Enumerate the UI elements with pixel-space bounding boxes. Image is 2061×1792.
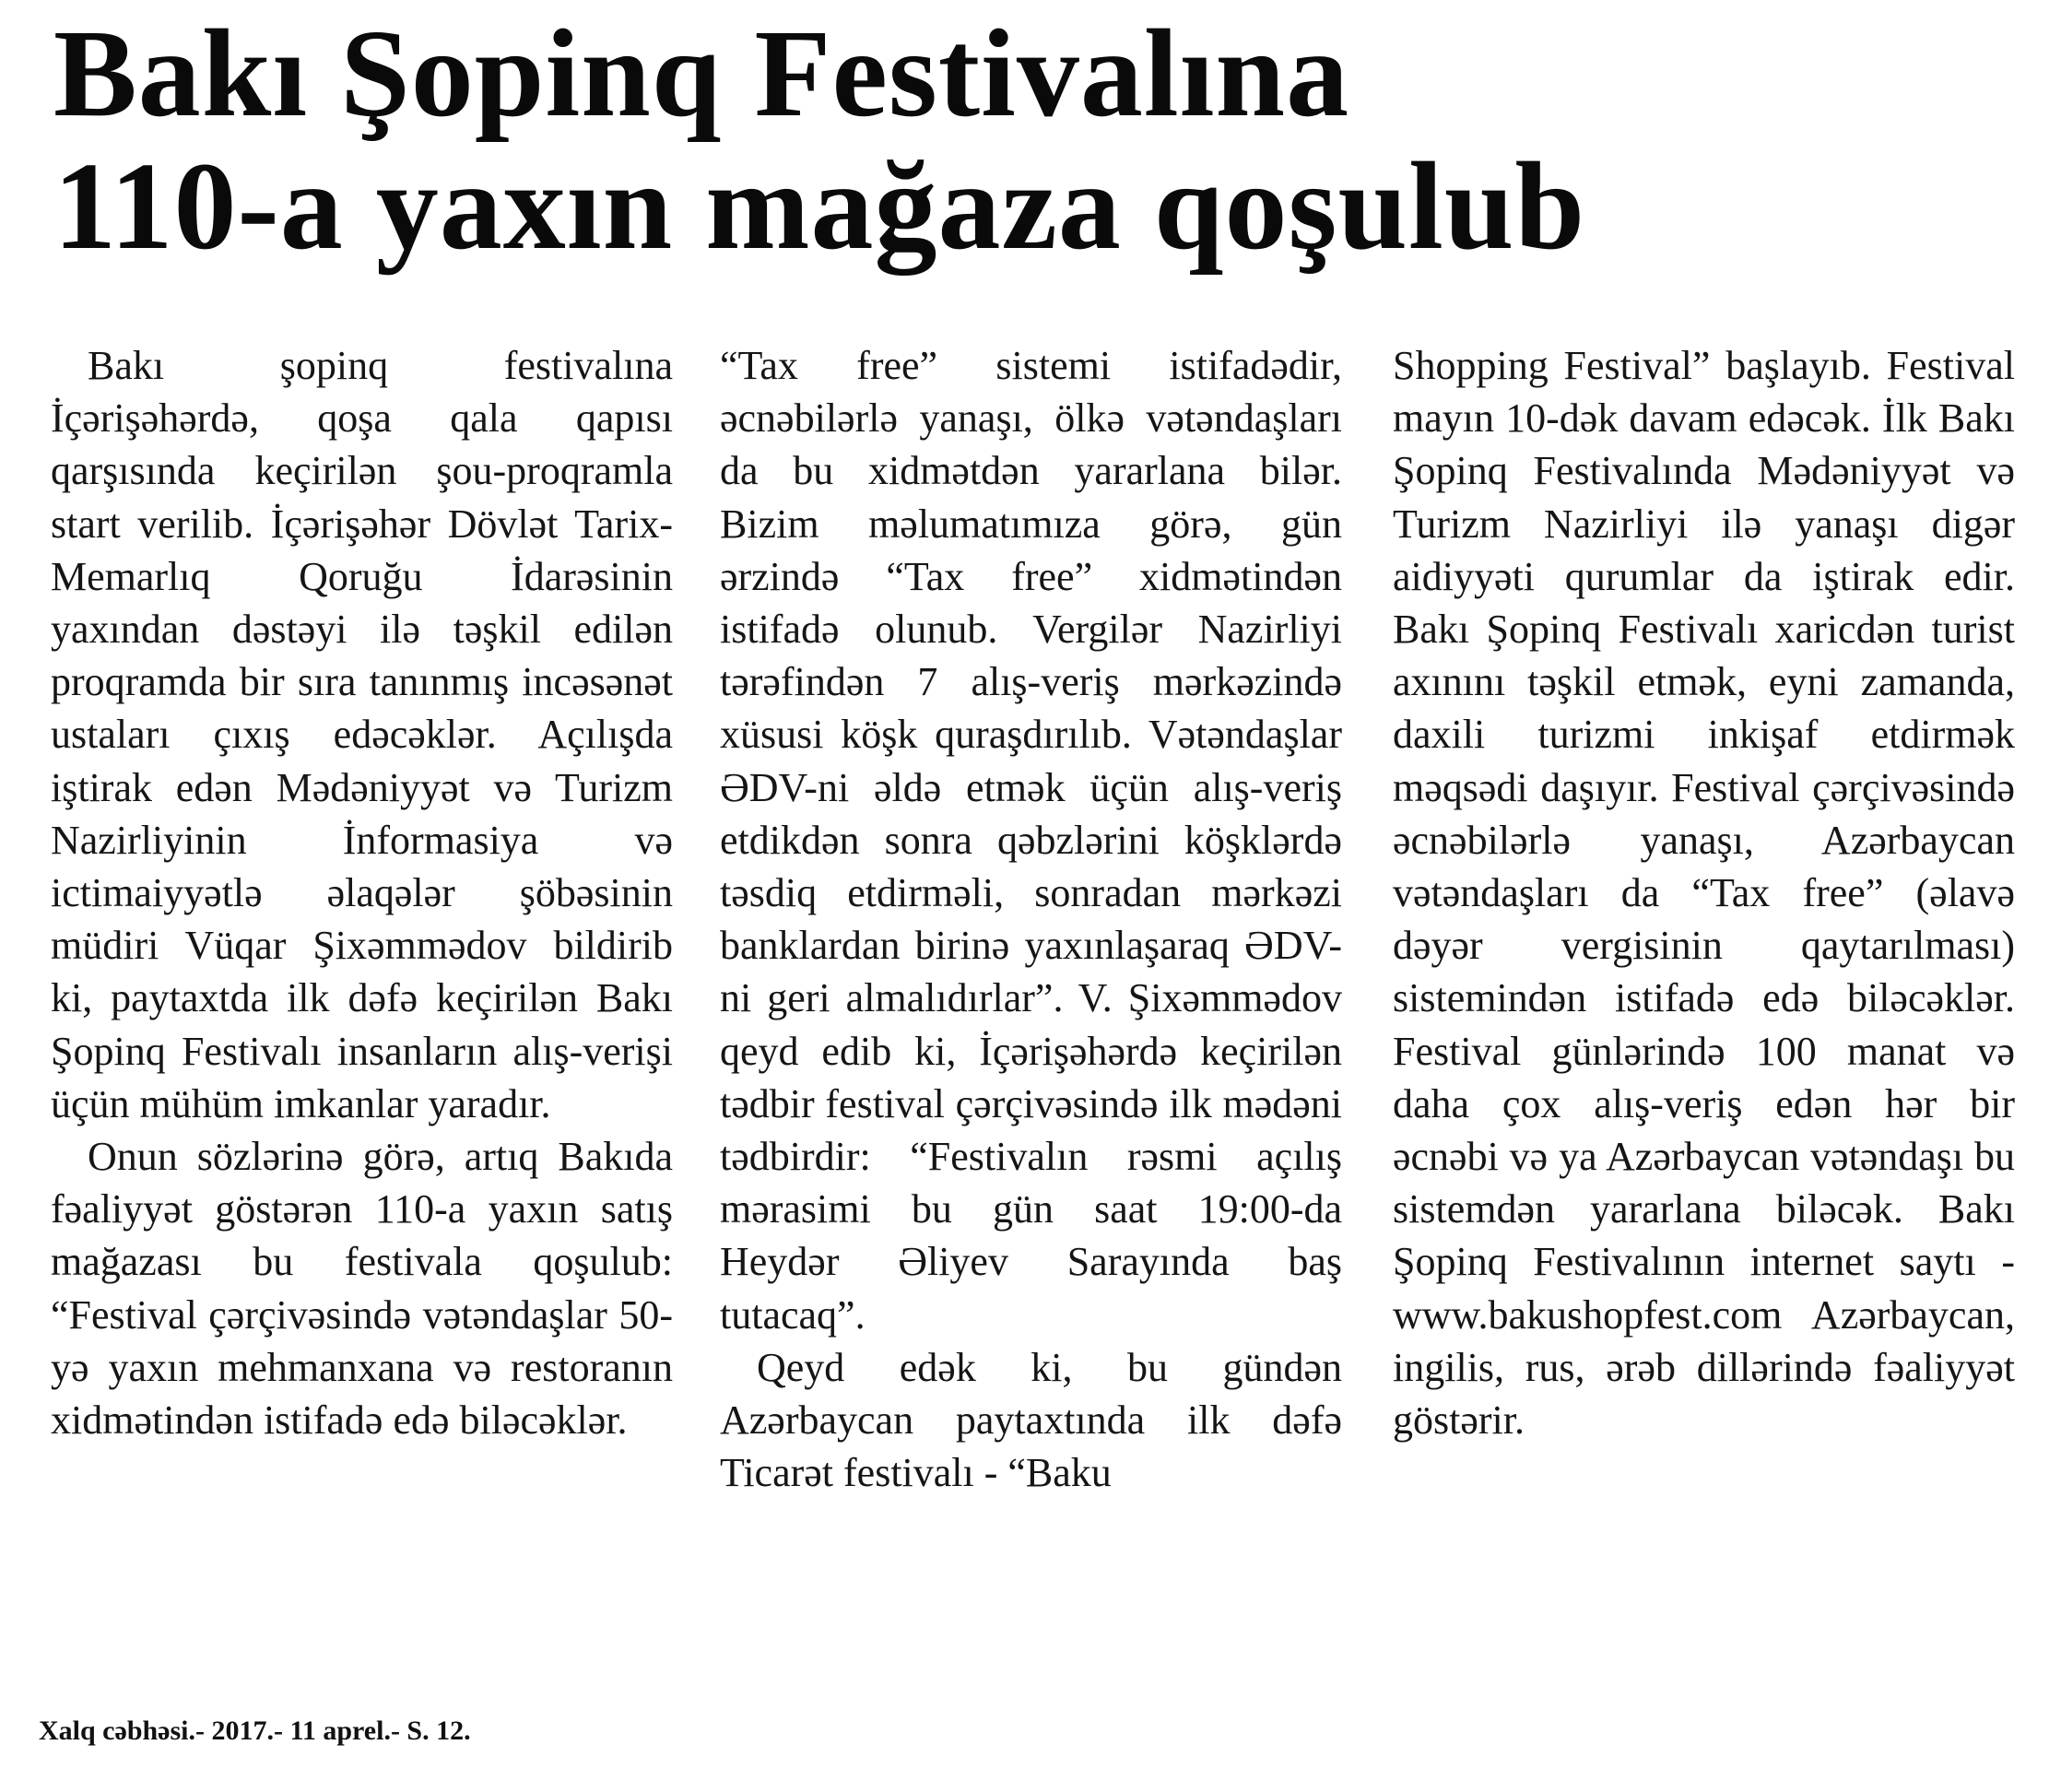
column-1-paragraph-2: Onun sözlərinə görə, artıq Bakıda fəaliyyət göstərən 110-a yaxın satış mağazası bu festivala qoşulub: “Festival çərçivəsində vətəndaşlar 50-yə yaxın mehmanxana və restoranın xidmətindən istifadə edə biləcəklər.	[51, 1134, 673, 1444]
article-headline	[53, 5, 2026, 276]
column-3-paragraph-1: Shopping Festival” başlayıb. Festival mayın 10-dək davam edəcək. İlk Bakı Şopinq Festivalında Mədəniyyət və Turizm Nazirliyi ilə yanaşı digər aidiyyəti qurumlar da iştirak edir. Bakı Şopinq Festivalı xaricdən turist axınını təşkil etmək, eyni zamanda, daxili turizmi inkişaf etdirmək məqsədi daşıyır. Festival çərçivəsində əcnəbilərlə yanaşı, Azərbaycan vətəndaşları da “Tax free” (əlavə dəyər vergisinin qaytarılması) sistemindən istifadə edə biləcəklər. Festival günlərində 100 manat və daha çox alış-veriş edən hər bir əcnəbi və ya Azərbaycan vətəndaşı bu sistemdən yararlana biləcək. Bakı Şopinq Festivalının internet saytı - www.bakushopfest.com Azərbaycan, ingilis, rus, ərəb dillərində fəaliyyət göstərir.	[1393, 343, 2015, 1444]
article-column-2	[720, 339, 1342, 1499]
column-2-paragraph-2: Qeyd edək ki, bu gündən Azərbaycan paytaxtında ilk dəfə Ticarət festivalı - “Baku	[720, 1344, 1342, 1496]
article-column-1	[51, 339, 673, 1446]
headline-line-2: 110-a yaxın mağaza qoşulub	[53, 137, 1586, 276]
source-citation: Xalq cəbhəsi.- 2017.- 11 aprel.- S. 12.	[39, 1715, 471, 1746]
headline-line-1: Bakı Şopinq Festivalına	[53, 5, 1350, 143]
column-1-paragraph-1: Bakı şopinq festivalına İçərişəhərdə, qoşa qala qapısı qarşısında keçirilən şou-proqramla start verilib. İçərişəhər Dövlət Tarix-Memarlıq Qoruğu İdarəsinin yaxından dəstəyi ilə təşkil edilən proqramda bir sıra tanınmış incəsənət ustaları çıxış edəcəklər. Açılışda iştirak edən Mədəniyyət və Turizm Nazirliyinin İnformasiya və ictimaiyyətlə əlaqələr şöbəsinin müdiri Vüqar Şixəmmədov bildirib ki, paytaxtda ilk dəfə keçirilən Bakı Şopinq Festivalı insanların alış-verişi üçün mühüm imkanlar yaradır.	[51, 343, 673, 1126]
article-column-3	[1393, 339, 2015, 1446]
column-2-paragraph-1: “Tax free” sistemi istifadədir, əcnəbilərlə yanaşı, ölkə vətəndaşları da bu xidmətdən yararlana bilər. Bizim məlumatımıza görə, gün ərzində “Tax free” xidmətindən istifadə olunub. Vergilər Nazirliyi tərəfindən 7 alış-veriş mərkəzində xüsusi köşk quraşdırılıb. Vətəndaşlar ƏDV-ni əldə etmək üçün alış-veriş etdikdən sonra qəbzlərini köşklərdə təsdiq etdirməli, sonradan mərkəzi banklardan birinə yaxınlaşaraq ƏDV-ni geri almalıdırlar”. V. Şixəmmədov qeyd edib ki, İçərişəhərdə keçirilən tədbir festival çərçivəsində ilk mədəni tədbirdir: “Festivalın rəsmi açılış mərasimi bu gün saat 19:00-da Heydər Əliyev Sarayında baş tutacaq”.	[720, 343, 1342, 1338]
